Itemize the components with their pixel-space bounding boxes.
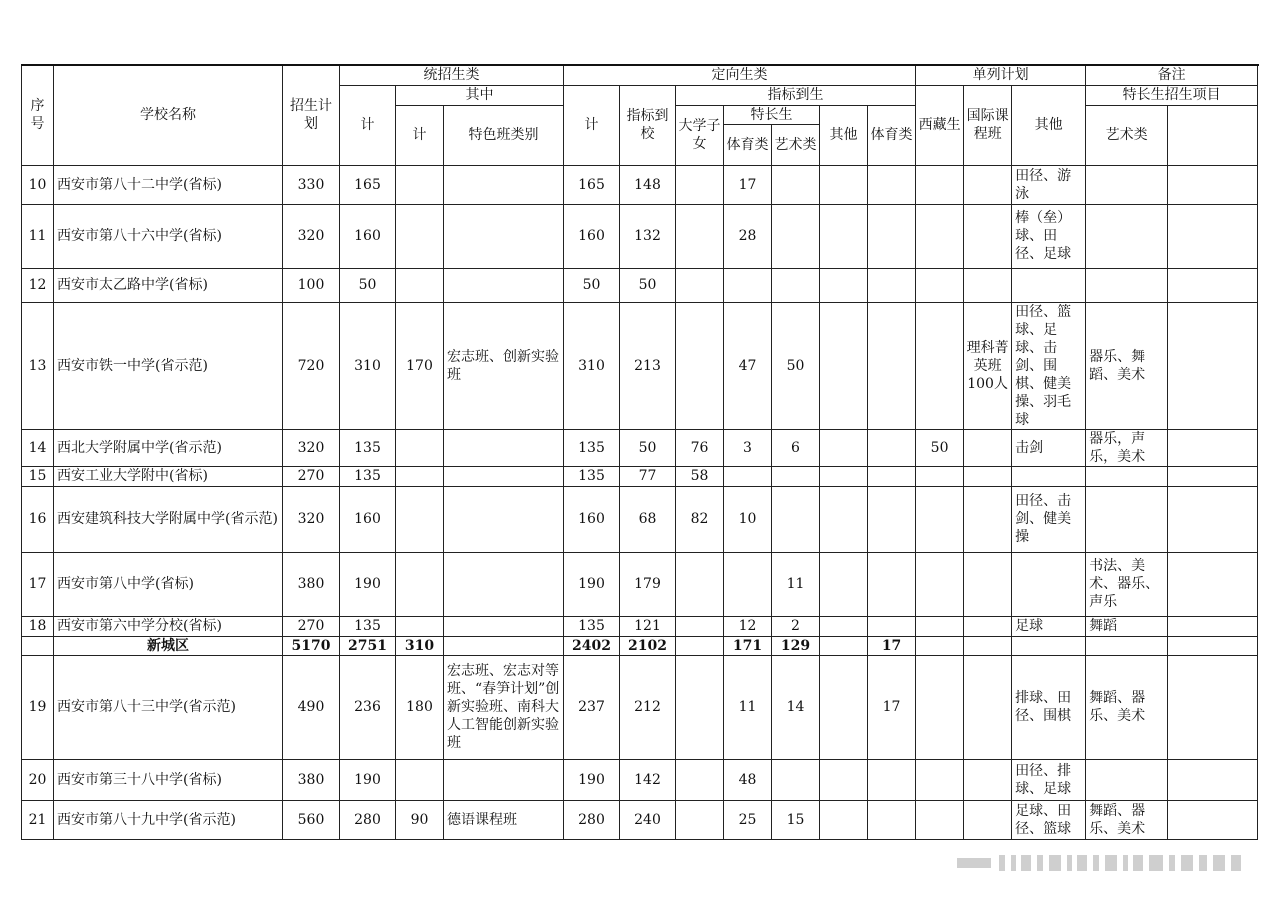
cell-enrollment-plan: 380 <box>283 759 340 800</box>
table-body-lower <box>22 655 1258 839</box>
district-r-arts <box>1086 636 1168 655</box>
cell-remarks-other <box>1168 486 1258 552</box>
cell-quota-to-school: 213 <box>620 302 676 429</box>
cell-specialty-sports: 28 <box>724 204 772 268</box>
cell-unified-total: 50 <box>340 268 396 302</box>
cell-remarks-sports: 足球、田径、篮球 <box>1012 800 1086 839</box>
cell-feature-class <box>444 165 564 204</box>
cell-quota-to-school: 132 <box>620 204 676 268</box>
table-row <box>22 204 1258 268</box>
table-row <box>22 800 1258 839</box>
header-tibet-students: 西藏生 <box>916 85 964 165</box>
cell-tibet-students <box>868 552 916 616</box>
district-other <box>820 636 868 655</box>
cell-tibet-students <box>868 616 916 636</box>
cell-seq: 12 <box>22 268 54 302</box>
cell-tibet-students <box>868 759 916 800</box>
table-header <box>22 65 1258 165</box>
header-separate-plan: 单列计划 <box>916 65 1086 85</box>
district-intl <box>916 636 964 655</box>
cell-seq: 10 <box>22 165 54 204</box>
cell-school-name: 西安工业大学附中(省标) <box>54 466 283 486</box>
district-r-sports <box>1012 636 1086 655</box>
district-summary <box>22 636 1258 655</box>
cell-unified-subset <box>396 429 444 466</box>
header-specialty-projects: 特长生招生项目 <box>1086 85 1258 105</box>
cell-remarks-other <box>1168 165 1258 204</box>
cell-separate-other <box>964 486 1012 552</box>
header-quota-to-school: 指标到校 <box>620 85 676 165</box>
cell-unified-total: 160 <box>340 486 396 552</box>
cell-unified-subset <box>396 759 444 800</box>
header-specialty: 特长生 <box>724 105 820 124</box>
cell-remarks-other <box>1168 466 1258 486</box>
cell-enrollment-plan: 490 <box>283 655 340 759</box>
cell-university-children <box>676 204 724 268</box>
cell-directed-total: 280 <box>564 800 620 839</box>
cell-university-children <box>676 616 724 636</box>
cell-unified-total: 280 <box>340 800 396 839</box>
cell-intl-course <box>916 759 964 800</box>
cell-enrollment-plan: 320 <box>283 486 340 552</box>
cell-separate-other <box>964 552 1012 616</box>
table-row <box>22 268 1258 302</box>
cell-quota-to-school: 148 <box>620 165 676 204</box>
cell-university-children: 58 <box>676 466 724 486</box>
cell-unified-total: 190 <box>340 759 396 800</box>
table-row <box>22 466 1258 486</box>
cell-school-name: 西安市第八十三中学(省示范) <box>54 655 283 759</box>
cell-intl-course <box>916 655 964 759</box>
cell-university-children <box>676 800 724 839</box>
cell-unified-subset <box>396 552 444 616</box>
cell-university-children: 82 <box>676 486 724 552</box>
cell-remarks-sports: 田径、游泳 <box>1012 165 1086 204</box>
cell-unified-total: 165 <box>340 165 396 204</box>
cell-remarks-sports: 棒（垒）球、田径、足球 <box>1012 204 1086 268</box>
cell-remarks-other <box>1168 429 1258 466</box>
enrollment-plan-table <box>21 64 1258 840</box>
cell-directed-other <box>820 204 868 268</box>
table-row <box>22 655 1258 759</box>
cell-intl-course: 50 <box>916 429 964 466</box>
cell-specialty-sports: 48 <box>724 759 772 800</box>
cell-directed-total: 190 <box>564 552 620 616</box>
cell-university-children <box>676 759 724 800</box>
cell-specialty-arts <box>772 486 820 552</box>
cell-intl-course <box>916 486 964 552</box>
cell-feature-class <box>444 759 564 800</box>
cell-unified-subset <box>396 466 444 486</box>
cell-remarks-other <box>1168 800 1258 839</box>
cell-specialty-sports <box>724 552 772 616</box>
table-row <box>22 616 1258 636</box>
header-unified-total: 计 <box>340 85 396 165</box>
cell-specialty-arts <box>772 204 820 268</box>
cell-specialty-arts: 11 <box>772 552 820 616</box>
cell-separate-other <box>964 204 1012 268</box>
cell-unified-subset <box>396 204 444 268</box>
cell-specialty-arts: 50 <box>772 302 820 429</box>
table-row <box>22 429 1258 466</box>
header-school-name: 学校名称 <box>54 65 283 165</box>
cell-specialty-arts: 14 <box>772 655 820 759</box>
cell-feature-class <box>444 466 564 486</box>
cell-quota-to-school: 142 <box>620 759 676 800</box>
header-directed-total: 计 <box>564 85 620 165</box>
cell-enrollment-plan: 270 <box>283 616 340 636</box>
cell-directed-other <box>820 655 868 759</box>
cell-remarks-sports: 足球 <box>1012 616 1086 636</box>
header-specialty-arts: 艺术类 <box>772 124 820 165</box>
district-unified-subset: 310 <box>396 636 444 655</box>
header-seq: 序号 <box>22 65 54 165</box>
cell-school-name: 西北大学附属中学(省示范) <box>54 429 283 466</box>
cell-seq <box>22 636 54 655</box>
cell-directed-total: 160 <box>564 486 620 552</box>
table-row <box>22 302 1258 429</box>
cell-intl-course <box>916 302 964 429</box>
cell-tibet-students <box>868 268 916 302</box>
cell-directed-other <box>820 552 868 616</box>
cell-remarks-other <box>1168 552 1258 616</box>
cell-quota-to-school: 240 <box>620 800 676 839</box>
cell-school-name: 西安建筑科技大学附属中学(省示范) <box>54 486 283 552</box>
cell-directed-total: 135 <box>564 616 620 636</box>
cell-quota-to-school: 68 <box>620 486 676 552</box>
cell-remarks-sports <box>1012 552 1086 616</box>
header-feature-class: 特色班类别 <box>444 105 564 165</box>
cell-feature-class <box>444 268 564 302</box>
cell-specialty-sports: 10 <box>724 486 772 552</box>
cell-feature-class <box>444 204 564 268</box>
header-separate-other: 其他 <box>1012 85 1086 165</box>
cell-university-children <box>676 302 724 429</box>
header-unified-category: 统招生类 <box>340 65 564 85</box>
cell-tibet-students <box>868 466 916 486</box>
cell-feature-class <box>444 616 564 636</box>
cell-enrollment-plan: 320 <box>283 429 340 466</box>
cell-seq: 13 <box>22 302 54 429</box>
district-tibet: 17 <box>868 636 916 655</box>
cell-seq: 15 <box>22 466 54 486</box>
cell-specialty-arts <box>772 466 820 486</box>
cell-intl-course <box>916 204 964 268</box>
cell-university-children <box>676 165 724 204</box>
cell-unified-total: 135 <box>340 429 396 466</box>
watermark-graphic <box>955 850 1255 876</box>
header-directed-other: 其他 <box>820 105 868 165</box>
cell-remarks-arts: 书法、美术、器乐、声乐 <box>1086 552 1168 616</box>
cell-directed-total: 310 <box>564 302 620 429</box>
cell-directed-total: 135 <box>564 429 620 466</box>
district-sports: 171 <box>724 636 772 655</box>
cell-feature-class: 德语课程班 <box>444 800 564 839</box>
header-university-children: 大学子女 <box>676 105 724 165</box>
cell-feature-class: 宏志班、宏志对等班、“春笋计划”创新实验班、南科大人工智能创新实验班 <box>444 655 564 759</box>
cell-directed-other <box>820 429 868 466</box>
cell-directed-other <box>820 165 868 204</box>
district-r-other <box>1168 636 1258 655</box>
header-of-which: 其中 <box>396 85 564 105</box>
cell-quota-to-school: 77 <box>620 466 676 486</box>
district-directed-total: 2402 <box>564 636 620 655</box>
cell-directed-other <box>820 759 868 800</box>
cell-specialty-arts <box>772 268 820 302</box>
cell-directed-other <box>820 302 868 429</box>
cell-specialty-sports: 11 <box>724 655 772 759</box>
cell-remarks-arts <box>1086 204 1168 268</box>
header-remarks-sports: 体育类 <box>868 105 916 165</box>
district-name: 新城区 <box>54 636 283 655</box>
cell-remarks-other <box>1168 655 1258 759</box>
cell-separate-other <box>964 616 1012 636</box>
cell-directed-other <box>820 616 868 636</box>
cell-university-children <box>676 268 724 302</box>
district-univ <box>676 636 724 655</box>
cell-tibet-students <box>868 302 916 429</box>
cell-university-children <box>676 552 724 616</box>
cell-directed-total: 50 <box>564 268 620 302</box>
cell-school-name: 西安市第八十二中学(省标) <box>54 165 283 204</box>
cell-unified-total: 135 <box>340 466 396 486</box>
cell-quota-to-school: 212 <box>620 655 676 759</box>
cell-feature-class <box>444 486 564 552</box>
cell-specialty-arts <box>772 759 820 800</box>
cell-seq: 11 <box>22 204 54 268</box>
cell-remarks-sports: 田径、击剑、健美操 <box>1012 486 1086 552</box>
enrollment-plan-table-container <box>21 64 1258 840</box>
cell-quota-to-school: 50 <box>620 268 676 302</box>
cell-specialty-sports: 3 <box>724 429 772 466</box>
cell-school-name: 西安市太乙路中学(省标) <box>54 268 283 302</box>
cell-intl-course <box>916 466 964 486</box>
cell-specialty-sports: 17 <box>724 165 772 204</box>
cell-remarks-sports: 击剑 <box>1012 429 1086 466</box>
cell-specialty-arts: 2 <box>772 616 820 636</box>
cell-tibet-students <box>868 429 916 466</box>
cell-separate-other <box>964 800 1012 839</box>
header-remarks-arts: 艺术类 <box>1086 105 1168 165</box>
cell-remarks-arts: 器乐，声乐，美术 <box>1086 429 1168 466</box>
cell-university-children <box>676 655 724 759</box>
cell-remarks-other <box>1168 616 1258 636</box>
cell-unified-subset <box>396 616 444 636</box>
cell-intl-course <box>916 616 964 636</box>
header-directed-category: 定向生类 <box>564 65 916 85</box>
header-quota-to-student: 指标到生 <box>676 85 916 105</box>
cell-remarks-sports: 排球、田径、围棋 <box>1012 655 1086 759</box>
cell-directed-other <box>820 268 868 302</box>
cell-remarks-sports: 田径、篮球、足球、击剑、围棋、健美操、羽毛球 <box>1012 302 1086 429</box>
cell-remarks-arts: 舞蹈、器乐、美术 <box>1086 800 1168 839</box>
cell-unified-subset: 180 <box>396 655 444 759</box>
cell-school-name: 西安市第八十六中学(省标) <box>54 204 283 268</box>
cell-tibet-students <box>868 486 916 552</box>
cell-remarks-other <box>1168 268 1258 302</box>
cell-enrollment-plan: 560 <box>283 800 340 839</box>
cell-unified-total: 135 <box>340 616 396 636</box>
district-sep-other <box>964 636 1012 655</box>
cell-tibet-students <box>868 800 916 839</box>
cell-intl-course <box>916 800 964 839</box>
cell-school-name: 西安市第八中学(省标) <box>54 552 283 616</box>
cell-quota-to-school: 121 <box>620 616 676 636</box>
cell-remarks-arts: 器乐、舞蹈、美术 <box>1086 302 1168 429</box>
cell-remarks-arts <box>1086 759 1168 800</box>
cell-university-children: 76 <box>676 429 724 466</box>
cell-specialty-sports: 12 <box>724 616 772 636</box>
cell-directed-total: 160 <box>564 204 620 268</box>
district-feature <box>444 636 564 655</box>
cell-separate-other <box>964 655 1012 759</box>
cell-enrollment-plan: 320 <box>283 204 340 268</box>
table-body-upper <box>22 165 1258 636</box>
cell-seq: 20 <box>22 759 54 800</box>
header-subset-total: 计 <box>396 105 444 165</box>
cell-tibet-students: 17 <box>868 655 916 759</box>
cell-specialty-sports <box>724 268 772 302</box>
header-intl-course: 国际课程班 <box>964 85 1012 165</box>
cell-remarks-arts <box>1086 165 1168 204</box>
table-row <box>22 486 1258 552</box>
cell-remarks-arts <box>1086 466 1168 486</box>
cell-unified-subset: 170 <box>396 302 444 429</box>
cell-unified-total: 236 <box>340 655 396 759</box>
cell-unified-subset: 90 <box>396 800 444 839</box>
cell-tibet-students <box>868 165 916 204</box>
cell-directed-total: 165 <box>564 165 620 204</box>
header-enrollment-plan: 招生计划 <box>283 65 340 165</box>
cell-tibet-students <box>868 204 916 268</box>
district-arts: 129 <box>772 636 820 655</box>
cell-remarks-arts: 舞蹈 <box>1086 616 1168 636</box>
cell-directed-other <box>820 486 868 552</box>
cell-feature-class <box>444 552 564 616</box>
cell-directed-total: 237 <box>564 655 620 759</box>
cell-remarks-other <box>1168 759 1258 800</box>
table-row <box>22 552 1258 616</box>
cell-unified-subset <box>396 268 444 302</box>
cell-specialty-sports: 47 <box>724 302 772 429</box>
cell-enrollment-plan: 330 <box>283 165 340 204</box>
cell-directed-other <box>820 800 868 839</box>
cell-seq: 21 <box>22 800 54 839</box>
cell-intl-course <box>916 268 964 302</box>
cell-seq: 14 <box>22 429 54 466</box>
cell-quota-to-school: 179 <box>620 552 676 616</box>
cell-quota-to-school: 50 <box>620 429 676 466</box>
cell-remarks-other <box>1168 302 1258 429</box>
cell-remarks-sports: 田径、排球、足球 <box>1012 759 1086 800</box>
cell-remarks-sports <box>1012 268 1086 302</box>
cell-intl-course <box>916 552 964 616</box>
cell-specialty-arts: 6 <box>772 429 820 466</box>
cell-separate-other <box>964 429 1012 466</box>
cell-remarks-arts <box>1086 486 1168 552</box>
cell-intl-course <box>916 165 964 204</box>
district-unified-total: 2751 <box>340 636 396 655</box>
cell-unified-subset <box>396 165 444 204</box>
cell-seq: 19 <box>22 655 54 759</box>
cell-directed-other <box>820 466 868 486</box>
cell-unified-subset <box>396 486 444 552</box>
cell-school-name: 西安市第三十八中学(省标) <box>54 759 283 800</box>
cell-school-name: 西安市第六中学分校(省标) <box>54 616 283 636</box>
cell-feature-class <box>444 429 564 466</box>
cell-separate-other <box>964 759 1012 800</box>
cell-remarks-arts <box>1086 268 1168 302</box>
cell-enrollment-plan: 380 <box>283 552 340 616</box>
cell-directed-total: 135 <box>564 466 620 486</box>
cell-school-name: 西安市第八十九中学(省示范) <box>54 800 283 839</box>
header-specialty-sports: 体育类 <box>724 124 772 165</box>
cell-separate-other <box>964 165 1012 204</box>
cell-separate-other: 理科菁英班100人 <box>964 302 1012 429</box>
cell-unified-total: 160 <box>340 204 396 268</box>
cell-separate-other <box>964 466 1012 486</box>
cell-unified-total: 310 <box>340 302 396 429</box>
cell-remarks-arts: 舞蹈、器乐、美术 <box>1086 655 1168 759</box>
cell-specialty-arts: 15 <box>772 800 820 839</box>
cell-enrollment-plan: 720 <box>283 302 340 429</box>
cell-specialty-sports: 25 <box>724 800 772 839</box>
cell-seq: 17 <box>22 552 54 616</box>
cell-feature-class: 宏志班、创新实验班 <box>444 302 564 429</box>
cell-specialty-arts <box>772 165 820 204</box>
cell-enrollment-plan: 100 <box>283 268 340 302</box>
district-plan: 5170 <box>283 636 340 655</box>
cell-enrollment-plan: 270 <box>283 466 340 486</box>
cell-remarks-other <box>1168 204 1258 268</box>
header-remarks: 备注 <box>1086 65 1258 85</box>
district-summary-row <box>22 636 1258 655</box>
cell-seq: 18 <box>22 616 54 636</box>
cell-separate-other <box>964 268 1012 302</box>
cell-directed-total: 190 <box>564 759 620 800</box>
table-row <box>22 759 1258 800</box>
district-quota-school: 2102 <box>620 636 676 655</box>
cell-school-name: 西安市铁一中学(省示范) <box>54 302 283 429</box>
cell-remarks-sports <box>1012 466 1086 486</box>
cell-seq: 16 <box>22 486 54 552</box>
cell-specialty-sports <box>724 466 772 486</box>
table-row <box>22 165 1258 204</box>
cell-unified-total: 190 <box>340 552 396 616</box>
